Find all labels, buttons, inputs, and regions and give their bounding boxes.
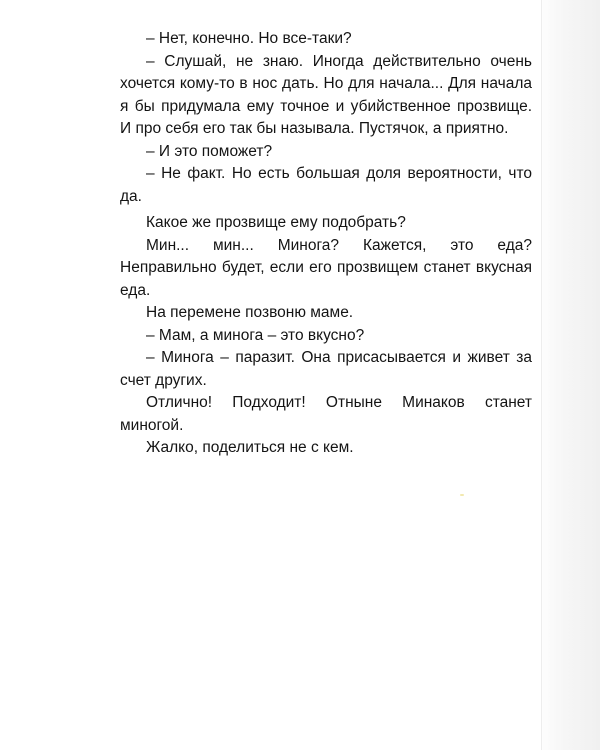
paper-speck (460, 494, 464, 496)
paragraph: – Мам, а минога – это вкусно? (146, 326, 365, 344)
narrative-block (120, 212, 532, 460)
paragraph: Какое же прозвище ему подобрать? (146, 214, 406, 231)
dialogue-block (120, 28, 532, 208)
paragraph: – Не факт. Но есть большая доля вероятности, что да. (120, 165, 532, 205)
paragraph: – И это поможет? (146, 142, 273, 160)
paragraph: – Нет, конечно. Но все-таки? (146, 30, 352, 47)
paragraph: – Слушай, не знаю. Иногда действительно очень хочется кому-то в нос дать. Но для начала... Для начала я бы придумала ему точное и убийственное прозвище. И про себя его так бы называла. Пустячок, а приятно. (120, 52, 532, 137)
paragraph: Отлично! Подходит! Отныне Минаков станет миногой. (120, 394, 532, 434)
paragraph: – Минога – паразит. Она присасывается и живет за счет других. (120, 349, 532, 389)
paragraph: Жалко, поделиться не с кем. (146, 439, 354, 456)
paragraph: На перемене позвоню маме. (146, 304, 354, 321)
paragraph: Мин... мин... Минога? Кажется, это еда? Неправильно будет, если его прозвищем станет вкусная еда. (120, 236, 532, 299)
page-edge-shadow (542, 0, 600, 750)
